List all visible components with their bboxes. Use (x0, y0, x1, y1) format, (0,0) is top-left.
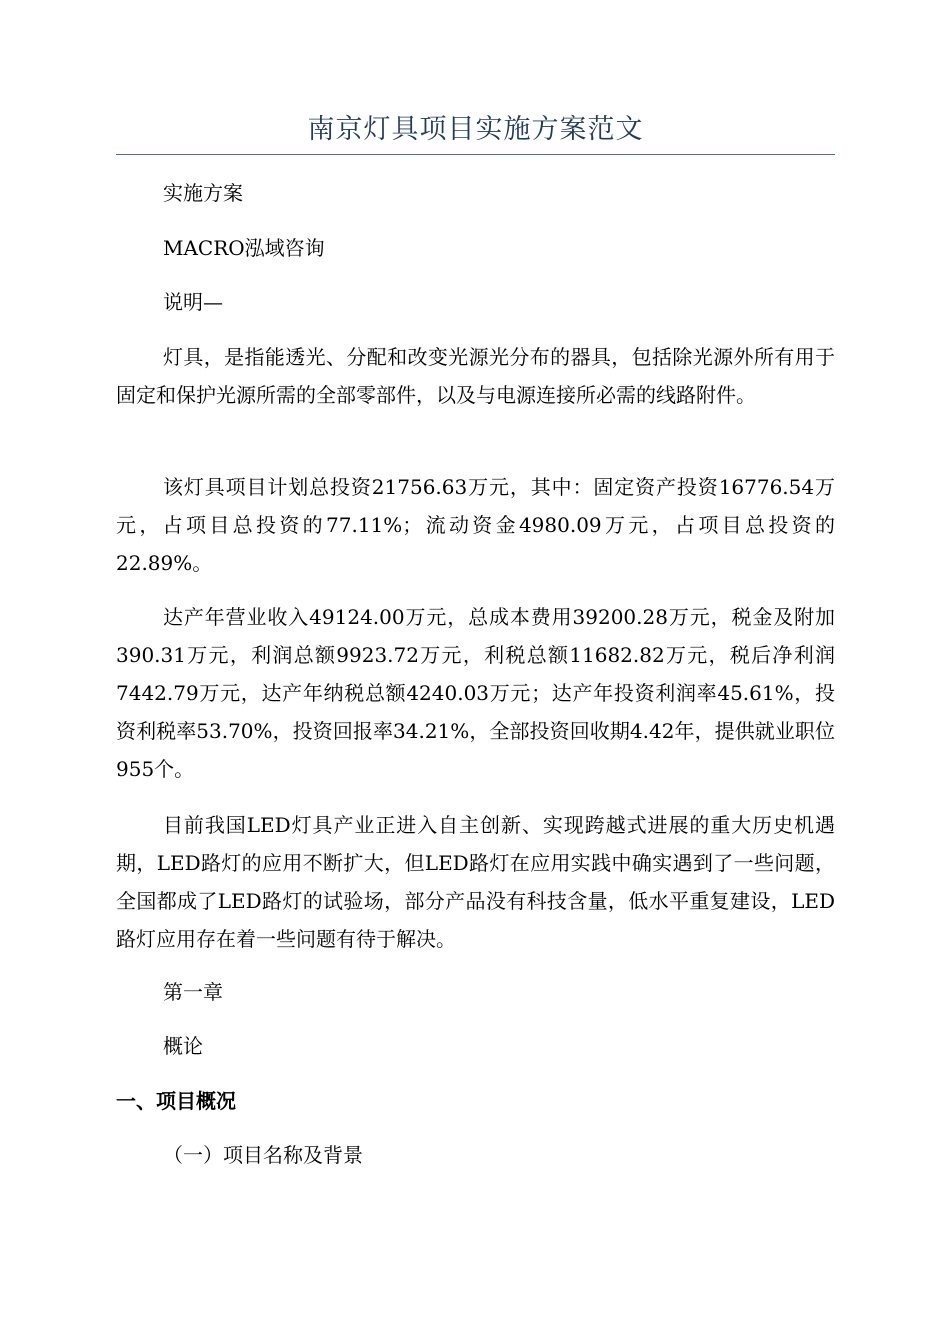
section-heading: 一、项目概况 (116, 1089, 236, 1113)
subsection-heading: （一）项目名称及背景 (163, 1143, 363, 1167)
doc-line-explanation: 说明— (163, 290, 223, 314)
doc-line-consultancy: MACRO泓域咨询 (163, 236, 325, 260)
paragraph-investment: 该灯具项目计划总投资21756.63万元，其中：固定资产投资16776.54万元，占项目总投资的77.11%；流动资金4980.09万元，占项目总投资的22.89%。 (116, 475, 835, 575)
chapter-label: 第一章 (163, 980, 223, 1004)
paragraph-led-industry: 目前我国LED灯具产业正进入自主创新、实现跨越式进展的重大历史机遇期，LED路灯的应用不断扩大，但LED路灯在应用实践中确实遇到了一些问题，全国都成了LED路灯的试验场，部分产品没有科技含量，低水平重复建设，LED路灯应用存在着一些问题有待于解决。 (116, 813, 835, 951)
doc-line-implementation-plan: 实施方案 (163, 181, 243, 205)
paragraph-definition: 灯具，是指能透光、分配和改变光源光分布的器具，包括除光源外所有用于固定和保护光源所需的全部零部件，以及与电源连接所必需的线路附件。 (116, 345, 835, 407)
paragraph-financials: 达产年营业收入49124.00万元，总成本费用39200.28万元，税金及附加390.31万元，利润总额9923.72万元，利税总额11682.82万元，税后净利润7442.79万元，达产年纳税总额4240.03万元；达产年投资利润率45.61%，投资利税率53.70%，投资回报率34.21%，全部投资回收期4.42年，提供就业职位955个。 (116, 605, 835, 781)
title-underline (116, 154, 835, 155)
chapter-title: 概论 (163, 1034, 203, 1058)
page-title: 南京灯具项目实施方案范文 (307, 114, 644, 145)
